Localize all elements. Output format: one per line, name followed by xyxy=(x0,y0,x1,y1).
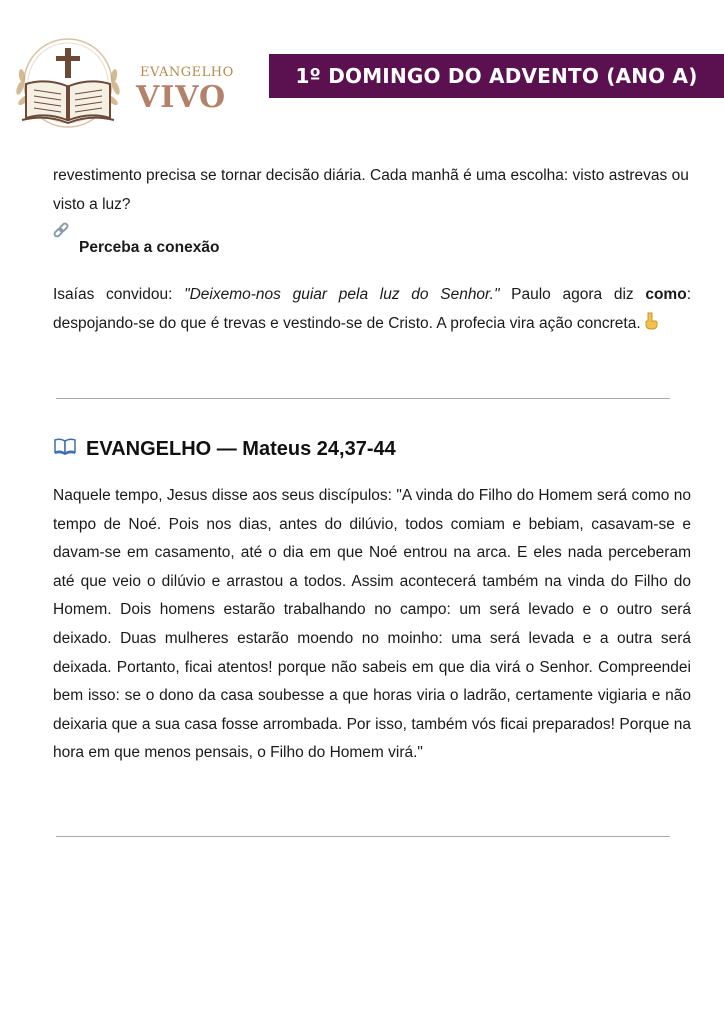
brand-subtitle: EVANGELHO xyxy=(140,65,234,80)
connection-heading: Perceba a conexão xyxy=(79,239,220,256)
liturgy-banner xyxy=(269,54,724,98)
intro-section xyxy=(53,162,691,219)
pointing-down-hand-icon xyxy=(643,312,659,341)
connection-section xyxy=(53,281,691,340)
brand-logo xyxy=(6,28,234,128)
bible-cross-emblem-icon xyxy=(6,28,136,128)
connection-middle: Paulo agora diz xyxy=(499,286,646,303)
connection-tail: : despojando-se do que é trevas e vestindo-se de Cristo. A profecia vira ação concreta. xyxy=(53,286,691,332)
section-divider xyxy=(56,836,670,837)
connection-bold-word: como xyxy=(645,286,687,303)
gospel-paragraph: Naquele tempo, Jesus disse aos seus discípulos: "A vinda do Filho do Homem será como no tempo de Noé. Pois nos dias, antes do dilúvio, todos comiam e bebiam, casavam-se e davam-se em casamento, até o dia em que Noé entrou na arca. E eles nada perceberam até que veio o dilúvio e arrastou a todos. Assim acontecerá também na vinda do Filho do Homem. Dois homens estarão trabalhando no campo: um será levado e o outro será deixado. Duas mulheres estarão moendo no moinho: uma será levada e a outra será deixada. Portanto, ficai atentos! porque não sabeis em que dia virá o Senhor. Compreendei bem isso: se o dono da casa soubesse a que horas viria o ladrão, certamente vigiaria e não deixaria que a sua casa fosse arrombada. Por isso, também vós ficai preparados! Porque na hora em que menos pensais, o Filho do Homem virá." xyxy=(53,487,691,762)
connection-lead: Isaías convidou: xyxy=(53,286,185,303)
intro-paragraph: revestimento precisa se tornar decisão diária. Cada manhã é uma escolha: visto astrevas ou visto a luz? xyxy=(53,167,689,213)
connection-paragraph xyxy=(53,281,691,340)
section-divider xyxy=(56,398,670,399)
isaiah-quote: "Deixemo-nos guiar pela luz do Senhor." xyxy=(184,286,500,303)
banner-title: 1º DOMINGO DO ADVENTO (ANO A) xyxy=(295,64,698,88)
link-icon xyxy=(52,222,70,245)
brand-title: VIVO xyxy=(136,80,227,115)
gospel-title: EVANGELHO — Mateus 24,37-44 xyxy=(86,438,396,460)
gospel-section xyxy=(53,482,691,768)
open-book-icon xyxy=(54,437,76,460)
